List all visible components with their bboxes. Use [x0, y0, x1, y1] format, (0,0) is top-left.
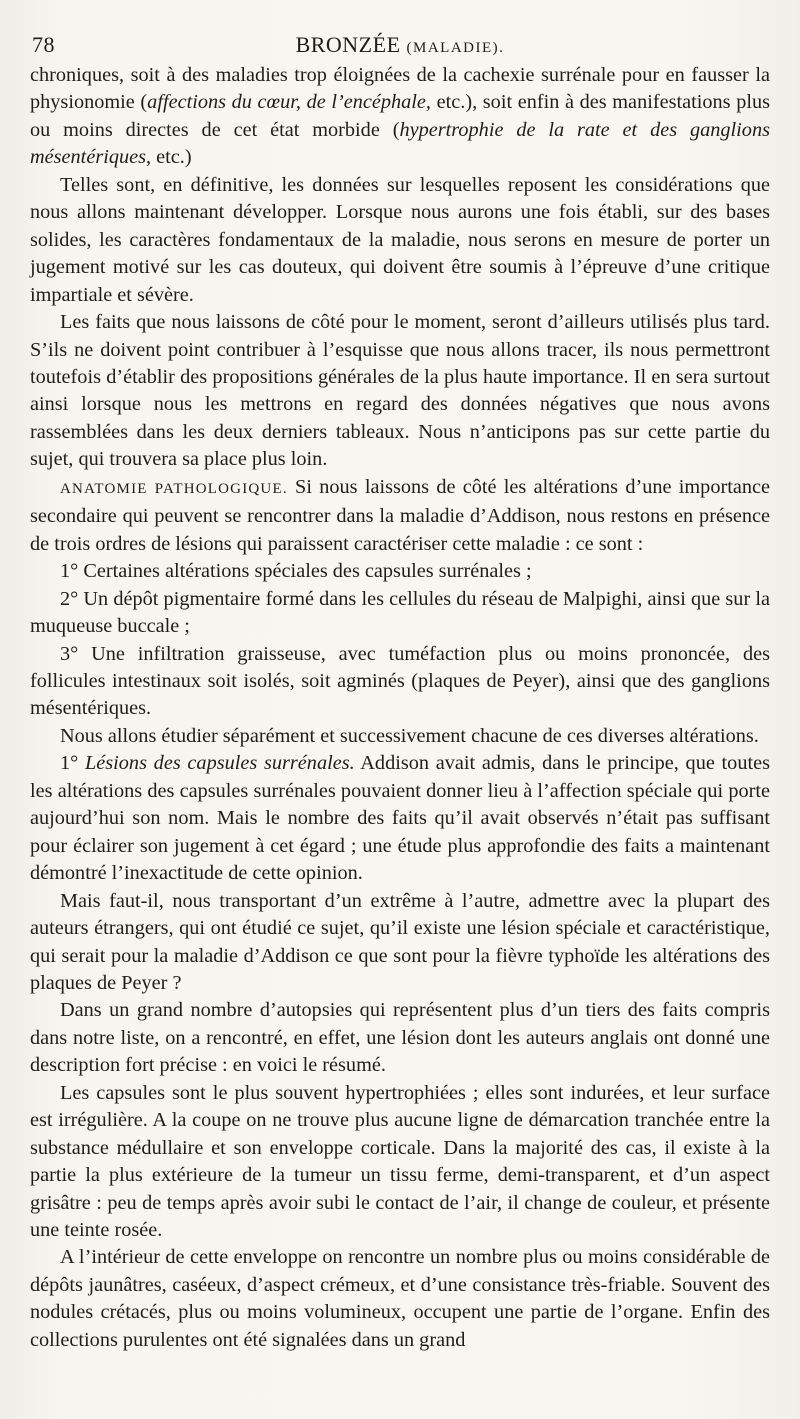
paragraph: Les faits que nous laissons de côté pour le moment, seront d’ailleurs utilisés plus tard. S’ils ne doivent point contribuer à l’esquisse que nous allons tracer, ils nous permettront toutefois d’établir des propositions générales de la plus haute importance. Il en sera surtout ainsi lorsque nous les mettrons en regard des données négatives que nous avons rassemblées dans les deux derniers tableaux. Nous n’anticipons pas sur cette partie du sujet, qui trouvera sa place plus loin. [30, 311, 770, 471]
subsection-heading: Lésions des capsules surrénales. [84, 752, 355, 775]
subsection-number: 1° [60, 752, 79, 775]
list-item: 2° Un dépôt pigmentaire formé dans les cellules du réseau de Malpighi, ainsi que sur la muqueuse buccale ; [30, 587, 770, 638]
text-run: etc.), soit enfin à des manifestations plus ou moins directes de cet état morbide ( [30, 91, 770, 141]
paragraph: A l’intérieur de cette enveloppe on rencontre un nombre plus ou moins considérable de dépôts jaunâtres, caséeux, d’aspect crémeux, et d’une consistance très-friable. Souvent des nodules crétacés, plus ou moins volumineux, occupent une partie de l’organe. Enfin des collections purulentes ont été signalées dans un grand [30, 1246, 770, 1351]
page-title [30, 32, 770, 58]
text-run: Si nous laissons de côté les altérations d’une importance secondaire qui peuvent se rencontrer dans la maladie d’Addison, nous restons en présence de trois ordres de lésions qui paraissent caractériser cette maladie : ce sont : [30, 475, 770, 555]
paragraph [30, 62, 770, 172]
running-head [30, 32, 770, 62]
paragraph: Telles sont, en définitive, les données sur lesquelles reposent les considérations que nous allons maintenant développer. Lorsque nous aurons une fois établi, sur des bases solides, les caractères fondamentaux de la maladie, nous serons en mesure de porter un jugement motivé sur les cas douteux, qui doivent être soumis à l’épreuve d’une critique impartiale et sévère. [30, 173, 770, 306]
italic-run: affections du cœur, de l’encéphale, [147, 91, 431, 114]
text-run: chroniques, soit à des maladies trop éloignées de la cachexie surrénale pour en fausser la physionomie ( [30, 64, 770, 114]
title-main: BRONZÉE [295, 32, 401, 57]
title-subtitle: (MALADIE). [406, 40, 505, 56]
paragraph: Mais faut-il, nous transportant d’un extrême à l’autre, admettre avec la plupart des auteurs étrangers, qui ont étudié ce sujet, qu’il existe une lésion spéciale et caractéristique, qui serait pour la maladie d’Addison ce que sont pour la fièvre typhoïde les altérations des plaques de Peyer ? [30, 889, 770, 994]
paragraph: Nous allons étudier séparément et successivement chacune de ces diverses altérations. [60, 724, 759, 747]
page-number: 78 [32, 32, 55, 57]
text-run: , etc.) [146, 146, 192, 169]
body-text [30, 62, 770, 1354]
list-item: 1° Certaines altérations spéciales des capsules surrénales ; [60, 560, 532, 583]
list-item: 3° Une infiltration graisseuse, avec tuméfaction plus ou moins prononcée, des follicules intestinaux soit isolés, soit agminés (plaques de Peyer), ainsi que des ganglions mésentériques. [30, 642, 770, 720]
section-paragraph [30, 474, 770, 558]
paragraph: Dans un grand nombre d’autopsies qui représentent plus d’un tiers des faits compris dans notre liste, on a rencontré, en effet, une lésion dont les auteurs anglais ont donné une description fort précise : en voici le résumé. [30, 999, 770, 1077]
subsection-paragraph [30, 750, 770, 887]
text-run: Addison avait admis, dans le principe, que toutes les altérations des capsules surrénales pouvaient donner lieu à l’affection spéciale qui porte aujourd’hui son nom. Mais le nombre des faits qu’il avait observés n’était pas suffisant pour éclairer son jugement à cet égard ; une étude plus approfondie des faits a maintenant démontré l’inexactitude de cette opinion. [30, 752, 770, 885]
section-heading: ANATOMIE PATHOLOGIQUE. [60, 480, 288, 497]
paragraph: Les capsules sont le plus souvent hypertrophiées ; elles sont indurées, et leur surface est irrégulière. A la coupe on ne trouve plus aucune ligne de démarcation tranchée entre la substance médullaire et son enveloppe corticale. Dans la majorité des cas, il existe à la partie la plus extérieure de la tumeur un tissu ferme, demi-transparent, et d’un aspect grisâtre : peu de temps après avoir subi le contact de l’air, il change de couleur, et présente une teinte rosée. [30, 1081, 770, 1242]
italic-run: hypertrophie de la rate et des ganglions mésentériques [30, 118, 770, 169]
